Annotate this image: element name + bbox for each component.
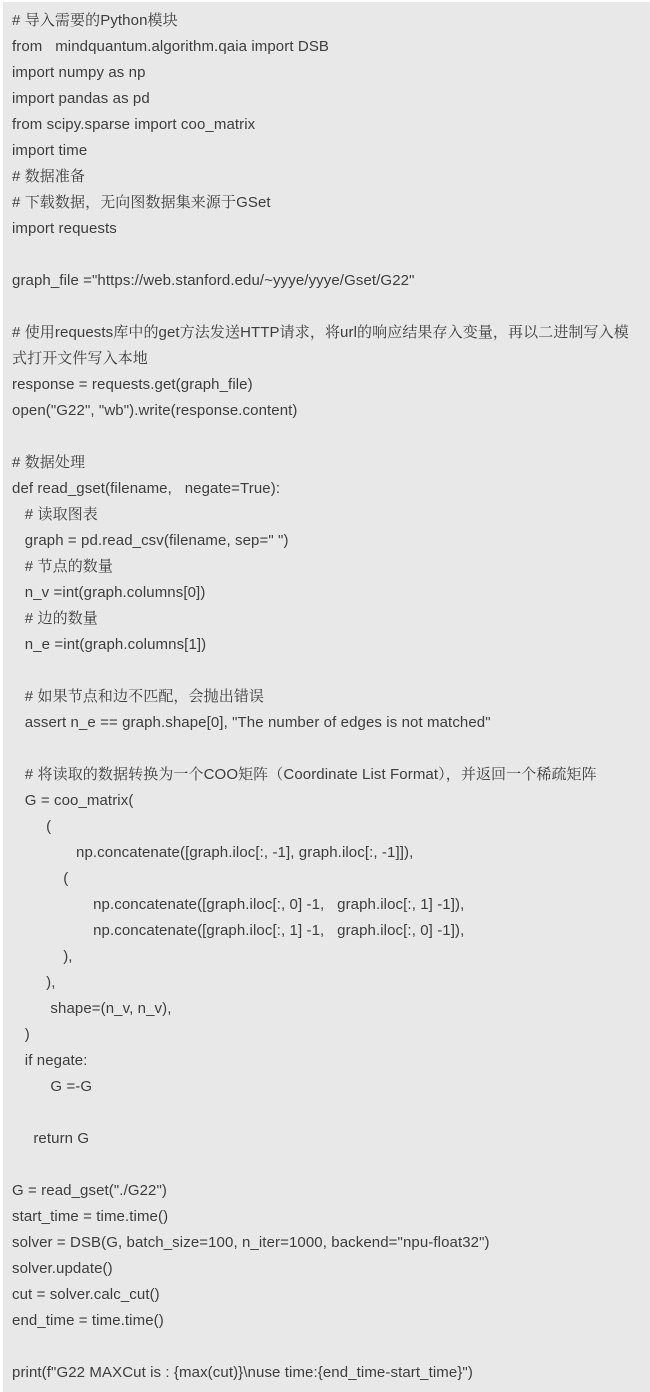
code-line: open("G22", "wb").write(response.content) (12, 402, 298, 419)
code-line: end_time = time.time() (12, 1312, 164, 1329)
code-line: from scipy.sparse import coo_matrix (12, 116, 256, 133)
code-line (12, 736, 644, 762)
code-line (12, 424, 644, 450)
code-line (12, 1334, 644, 1360)
code-line: import numpy as np (12, 64, 146, 81)
code-line: graph = pd.read_csv(filename, sep=" ") (12, 532, 289, 549)
code-line: shape=(n_v, n_v), (12, 1000, 172, 1017)
code-line: import pandas as pd (12, 90, 150, 107)
code-line: solver = DSB(G, batch_size=100, n_iter=1000, backend="npu-float32") (12, 1234, 490, 1251)
code-line: n_v =int(graph.columns[0]) (12, 584, 206, 601)
code-line: G = coo_matrix( (12, 792, 134, 809)
code-line: graph_file ="https://web.stanford.edu/~yyye/yyye/Gset/G22" (12, 272, 415, 289)
code-line: import time (12, 142, 88, 159)
code-line: # 使用requests库中的get方法发送HTTP请求，将url的响应结果存入变量，再以二进制写入模 (12, 324, 629, 341)
code-line: G =-G (12, 1078, 93, 1095)
code-line: # 数据准备 (12, 168, 86, 185)
code-line: start_time = time.time() (12, 1208, 169, 1225)
code-line (12, 1152, 644, 1178)
code-line: # 读取图表 (12, 506, 98, 523)
code-line: # 将读取的数据转换为一个COO矩阵（Coordinate List Format），并返回一个稀疏矩阵 (12, 766, 597, 783)
code-line: 式打开文件写入本地 (12, 350, 148, 367)
code-line: def read_gset(filename, negate=True): (12, 480, 281, 497)
python-code-block (3, 2, 650, 1392)
code-line: # 边的数量 (12, 610, 98, 627)
code-line: response = requests.get(graph_file) (12, 376, 253, 393)
code-line (12, 1100, 644, 1126)
code-line: ) (12, 1026, 30, 1043)
code-line: # 下载数据，无向图数据集来源于GSet (12, 194, 271, 211)
code-line: cut = solver.calc_cut() (12, 1286, 160, 1303)
code-line: ( (12, 818, 52, 835)
code-line: ), (12, 948, 73, 965)
code-line (12, 242, 644, 268)
code-line: # 节点的数量 (12, 558, 114, 575)
code-line: n_e =int(graph.columns[1]) (12, 636, 207, 653)
code-line: import requests (12, 220, 117, 237)
code-line: np.concatenate([graph.iloc[:, 1] -1, graph.iloc[:, 0] -1]), (12, 922, 465, 939)
code-line: ( (12, 870, 69, 887)
code-line: np.concatenate([graph.iloc[:, 0] -1, graph.iloc[:, 1] -1]), (12, 896, 465, 913)
code-line: # 导入需要的Python模块 (12, 12, 178, 29)
code-line: G = read_gset("./G22") (12, 1182, 168, 1199)
code-line: print(f"G22 MAXCut is : {max(cut)}\nuse time:{end_time-start_time}") (12, 1364, 473, 1381)
code-line: assert n_e == graph.shape[0], "The number of edges is not matched" (12, 714, 491, 731)
code-line: # 如果节点和边不匹配，会抛出错误 (12, 688, 265, 705)
code-line: # 数据处理 (12, 454, 86, 471)
code-line: from mindquantum.algorithm.qaia import DSB (12, 38, 330, 55)
code-line (12, 658, 644, 684)
code-line: ), (12, 974, 56, 991)
code-line: np.concatenate([graph.iloc[:, -1], graph.iloc[:, -1]]), (12, 844, 414, 861)
code-line: if negate: (12, 1052, 88, 1069)
code-line (12, 294, 644, 320)
code-line: return G (12, 1130, 90, 1147)
code-line: solver.update() (12, 1260, 113, 1277)
